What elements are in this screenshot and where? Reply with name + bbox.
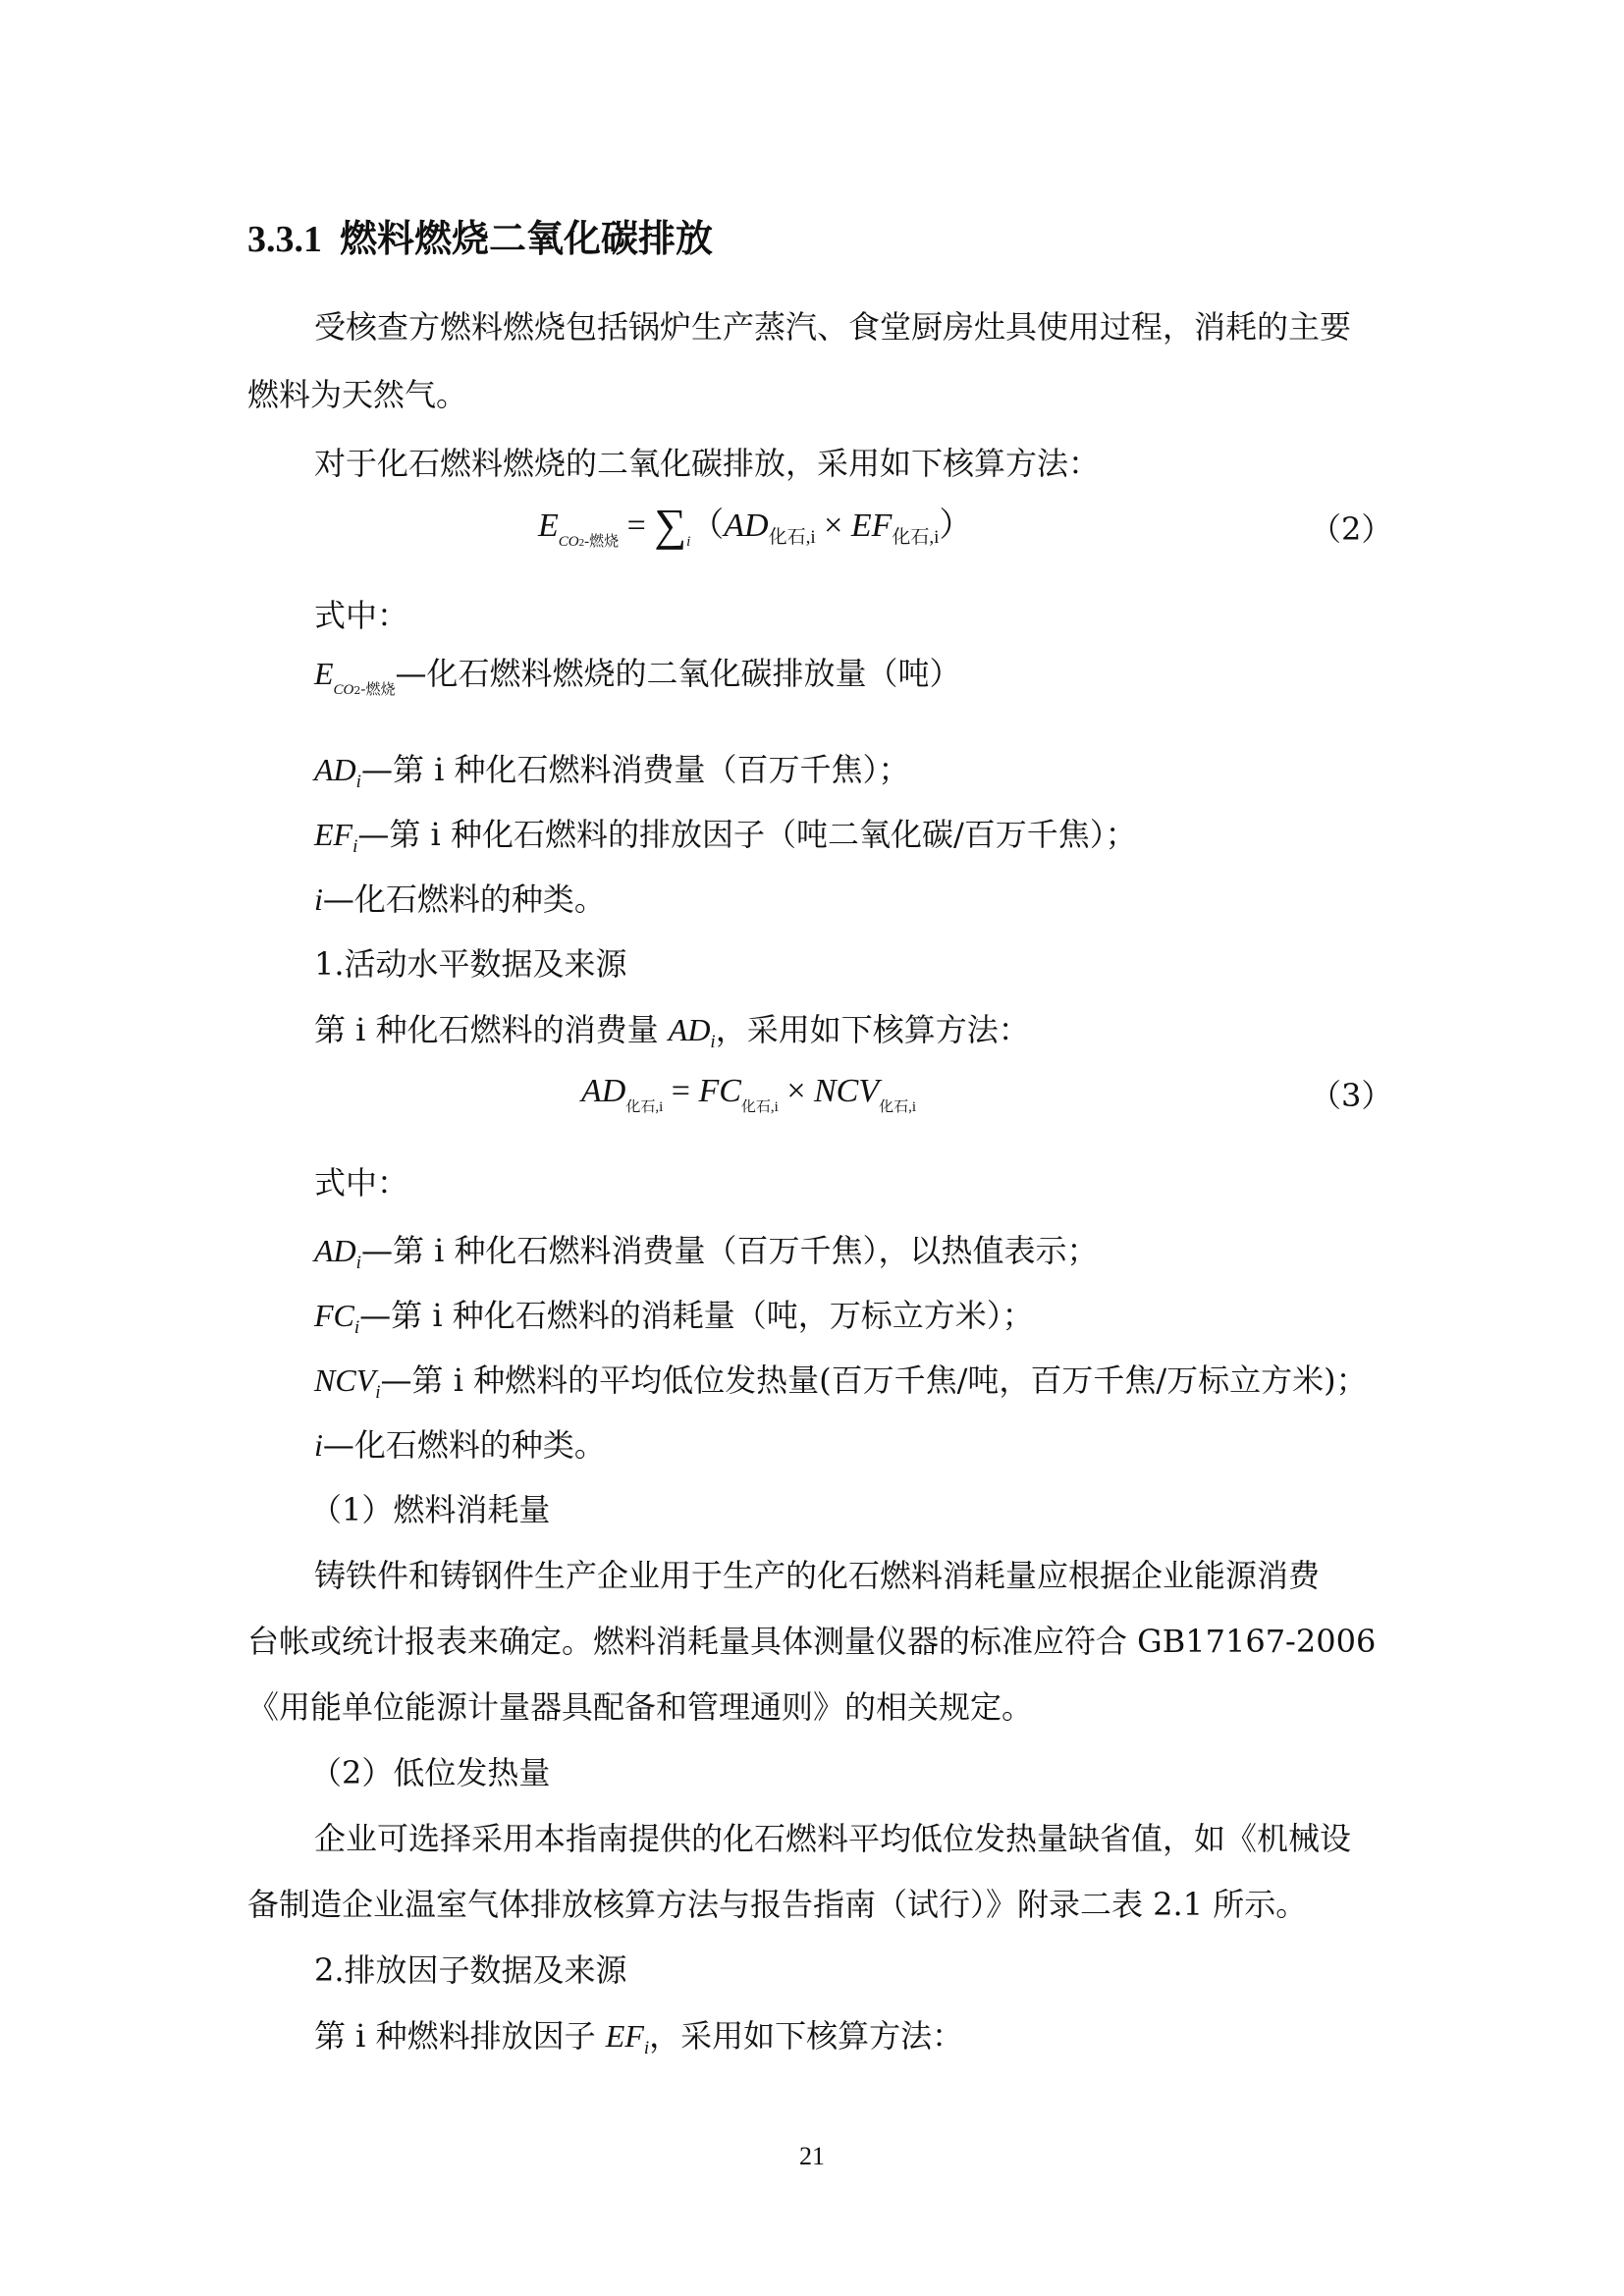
definition-line: i—化石燃料的种类。 [314,1426,606,1464]
subsection-heading: 1.活动水平数据及来源 [314,945,627,983]
paragraph-line: 铸铁件和铸钢件生产企业用于生产的化石燃料消耗量应根据企业能源消费 [314,1557,1321,1594]
paragraph-line: 燃料为天然气。 [247,376,468,413]
page-number: 21 [799,2142,825,2170]
definition-line: $FC_i—$第 i 种化石燃料的消耗量（吨，万标立方米）； [314,1297,1034,1338]
definition-line: $EF_i—$第 i 种化石燃料的排放因子（吨二氧化碳/百万千焦）； [314,816,1137,857]
equation-3-label: （3） [1310,1077,1393,1114]
subsection-heading: 2.排放因子数据及来源 [314,1951,627,1989]
definition-line: $AD_i—$第 i 种化石燃料消费量（百万千焦）； [314,751,910,792]
equation-3: $AD_{化石,i} = FC_{化石,i} \times NCV_{化石,i}$ [581,1073,917,1115]
definition-line: $NCV_i—$第 i 种燃料的平均低位发热量(百万千焦/吨，百万千焦/万标立方米)； [314,1362,1368,1403]
paragraph-line: 台帐或统计报表来确定。燃料消耗量具体测量仪器的标准应符合 GB17167-2006 [247,1623,1377,1660]
section-heading [247,214,713,264]
paragraph-line: 企业可选择采用本指南提供的化石燃料平均低位发热量缺省值，如《机械设 [314,1820,1352,1857]
paragraph-line: 《用能单位能源计量器具配备和管理通则》的相关规定。 [247,1688,1034,1726]
definition-line: i—化石燃料的种类。 [314,881,606,918]
section-number: 3.3.1 [247,219,322,260]
paragraph-line: 备制造企业温室气体排放核算方法与报告指南（试行）》附录二表 2.1 所示。 [247,1886,1308,1923]
equation-2: $E_{CO2-燃烧} = \sum_i(AD_{化石,i} \times EF_{化石,i})$ [538,500,973,550]
subsection-heading: （2）低位发热量 [310,1754,551,1791]
subsection-heading: （1）燃料消耗量 [310,1491,551,1528]
section-title: 燃料燃烧二氧化碳排放 [340,217,714,260]
paragraph-line: 第 i 种化石燃料的消费量 $AD_i$，采用如下核算方法： [314,1011,1030,1052]
definition-line: $E_{CO2-燃烧}—$化石燃料燃烧的二氧化碳排放量（吨） [314,655,961,698]
equation-2-label: （2） [1310,510,1393,548]
paragraph-line: 式中： [314,1164,409,1201]
paragraph-line: 受核查方燃料燃烧包括锅炉生产蒸汽、食堂厨房灶具使用过程，消耗的主要 [314,308,1352,346]
paragraph-line: 第 i 种燃料排放因子 $EF_i$，采用如下核算方法： [314,2017,964,2058]
paragraph-line: 对于化石燃料燃烧的二氧化碳排放，采用如下核算方法： [314,445,1101,482]
paragraph-line: 式中： [314,597,409,634]
definition-line: $AD_i—$第 i 种化石燃料消费量（百万千焦），以热值表示； [314,1232,1099,1273]
